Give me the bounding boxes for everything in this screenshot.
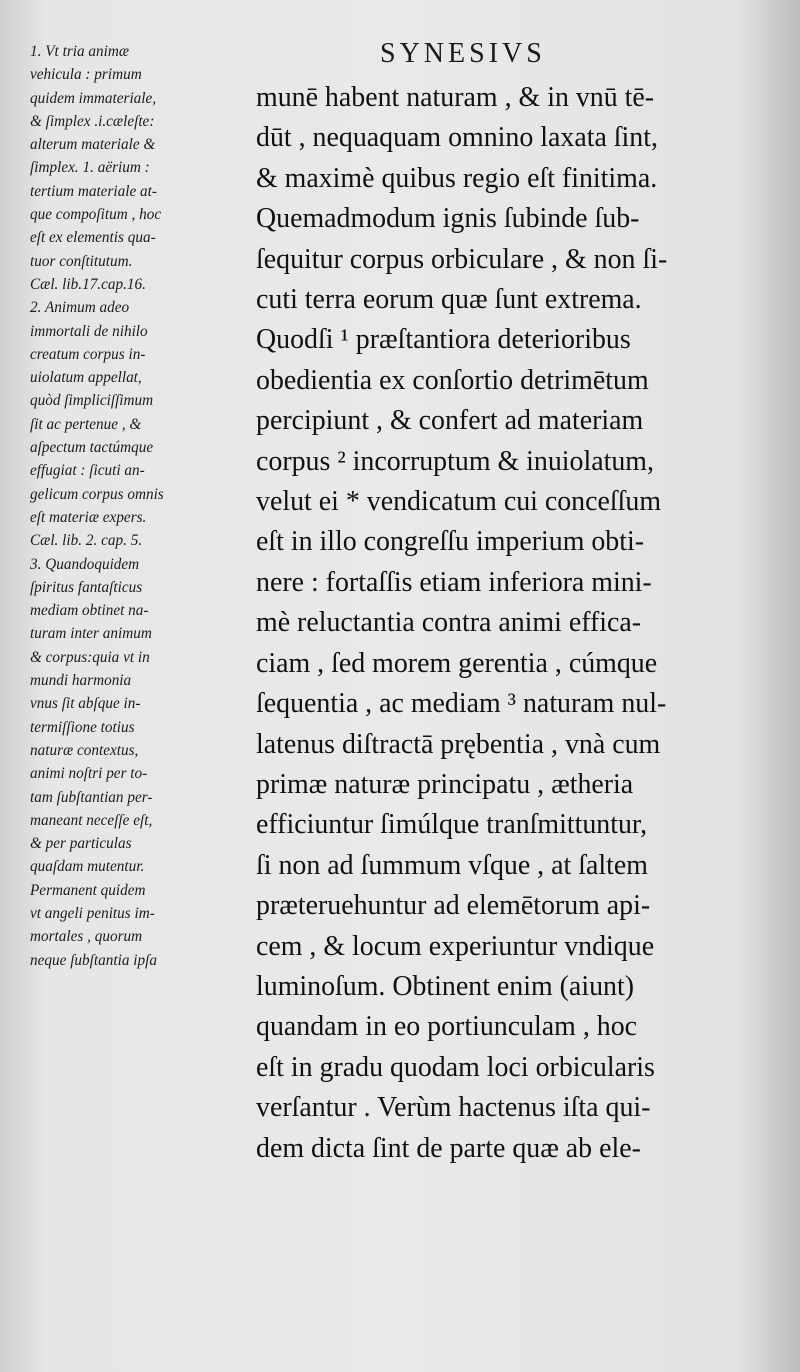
margin-note-line: ſpiritus fantaſticus [30, 578, 143, 596]
margin-note-line: que compoſitum , hoc [30, 206, 162, 224]
text-line: nere : fortaſſis etiam inferiora mini- [256, 566, 652, 598]
text-line: ſequitur corpus orbiculare , & non ſi- [256, 243, 668, 275]
margin-note-line: vnus ſit abſque in- [30, 695, 141, 713]
text-line: percipiunt , & confert ad materiam [256, 405, 644, 437]
margin-note-line: ſit ac pertenue , & [30, 415, 142, 433]
margin-note-line: & per particulas [30, 835, 132, 853]
text-line: eſt in illo congreſſu imperium obti- [256, 526, 645, 558]
margin-note-line: eſt materiæ expers. [30, 508, 147, 526]
text-line: cem , & locum experiuntur vndique [256, 930, 655, 962]
margin-note-line: creatum corpus in- [30, 345, 146, 363]
text-line: ciam , ſed morem gerentia , cúmque [256, 647, 658, 679]
text-line: luminoſum. Obtinent enim (aiunt) [256, 970, 634, 1002]
margin-note-line: termiſſione totius [30, 718, 135, 736]
margin-note-line: turam inter animum [30, 625, 152, 643]
text-line: Quodſi ¹ præſtantiora deterioribus [256, 324, 631, 356]
margin-note-line: ſimplex. 1. aërium : [30, 159, 150, 177]
text-line: eſt in gradu quodam loci orbicularis [256, 1051, 655, 1083]
text-line: verſantur . Verùm hactenus iſta qui- [256, 1092, 651, 1124]
margin-note-line: quidem immateriale, [30, 89, 157, 107]
text-line: cuti terra eorum quæ ſunt extrema. [256, 284, 642, 316]
text-line: primæ naturæ principatu , ætheria [256, 768, 634, 800]
margin-note-line: & ſimplex .i.cæleſte: [30, 112, 155, 130]
margin-note-line: gelicum corpus omnis [30, 485, 164, 503]
margin-note-line: neque ſubſtantia ipſa [30, 951, 157, 969]
text-line: & maximè quibus regio eſt finitima. [256, 162, 658, 194]
text-line: latenus diſtractā prębentia , vnà cum [256, 728, 661, 760]
text-line: dem dicta ſint de parte quæ ab ele- [256, 1132, 641, 1164]
margin-note-line: tam ſubſtantian per- [30, 788, 153, 806]
margin-note-line: 1. Vt tria animæ [30, 43, 130, 60]
margin-note-line: naturæ contextus, [30, 741, 139, 759]
main-text-block [256, 78, 786, 1169]
margin-note-line: 3. Quandoquidem [30, 555, 140, 573]
margin-note-line: Cæl. lib.17.cap.16. [30, 275, 146, 293]
margin-note-line: vehicula : primum [30, 66, 142, 84]
text-line: munē habent naturam , & in vnū tē- [256, 82, 655, 113]
margin-note-line: eſt ex elementis qua- [30, 229, 156, 247]
text-line: corpus ² incorruptum & inuiolatum, [256, 445, 654, 477]
text-line: efficiuntur ſimúlque tranſmittuntur, [256, 809, 648, 841]
running-head: SYNESIVS [380, 38, 546, 69]
margin-note-line: mundi harmonia [30, 672, 132, 690]
margin-note-line: alterum materiale & [30, 136, 156, 154]
margin-note-line: tertium materiale at- [30, 182, 157, 200]
margin-note-line: mediam obtinet na- [30, 602, 149, 620]
text-line: Quemadmodum ignis ſubinde ſub- [256, 203, 640, 235]
margin-note-line: quòd ſimpliciſſimum [30, 392, 154, 410]
margin-note-line: aſpectum tactúmque [30, 439, 154, 457]
margin-note-line: Cæl. lib. 2. cap. 5. [30, 532, 143, 550]
text-line: præteruehuntur ad elemētorum api- [256, 890, 651, 922]
text-line: obedientia ex conſortio detrimētum [256, 364, 649, 396]
margin-note-line: & corpus:quia vt in [30, 648, 150, 666]
margin-note-line: Permanent quidem [30, 881, 146, 899]
text-line: ſi non ad ſummum vſque , at ſaltem [256, 849, 648, 881]
margin-note-line: tuor conſtitutum. [30, 252, 133, 270]
text-line: velut ei * vendicatum cui conceſſum [256, 486, 662, 518]
margin-note-line: immortali de nihilo [30, 322, 148, 340]
margin-note-line: vt angeli penitus im- [30, 904, 155, 922]
text-line: ſequentia , ac mediam ³ naturam nul- [256, 688, 667, 720]
text-line: quandam in eo portiunculam , hoc [256, 1011, 638, 1043]
margin-note-line: quaſdam mutentur. [30, 858, 145, 876]
margin-notes [30, 40, 262, 972]
blank-lower-margin [0, 1200, 800, 1372]
text-line: mè reluctantia contra animi effica- [256, 607, 642, 639]
text-line: dūt , nequaquam omnino laxata ſint, [256, 122, 658, 154]
margin-note-line: mortales , quorum [30, 928, 143, 946]
margin-note-line: uiolatum appellat, [30, 369, 142, 387]
margin-note-line: 2. Animum adeo [30, 299, 130, 317]
margin-note-line: animi noſtri per to- [30, 765, 148, 783]
margin-note-line: effugiat : ſicuti an- [30, 462, 145, 480]
margin-note-line: maneant neceſſe eſt, [30, 811, 153, 829]
